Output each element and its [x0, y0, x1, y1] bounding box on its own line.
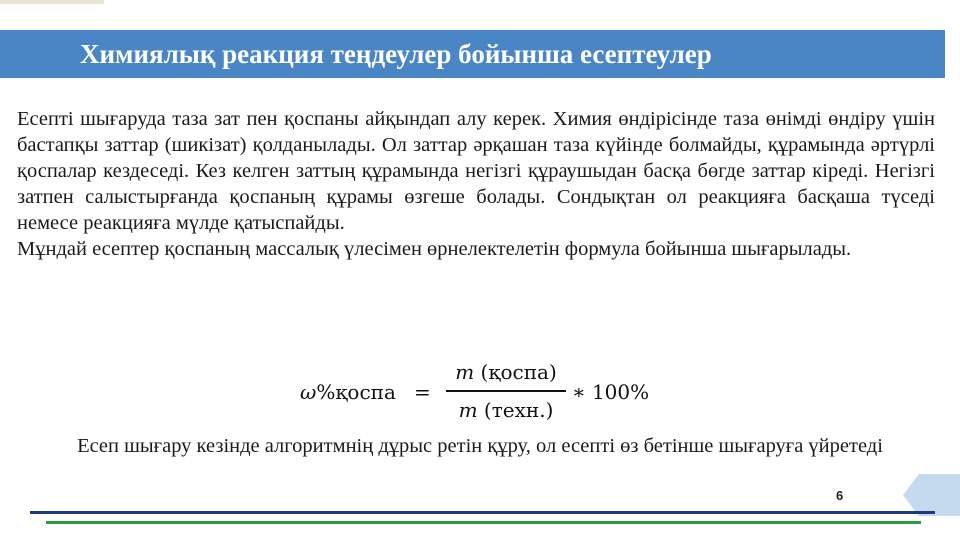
footer-line-navy	[30, 511, 935, 514]
paragraph-2: Мұндай есептер қоспаның массалық үлесімен өрнелектелетін формула бойынша шығарылады.	[17, 238, 852, 260]
equals-sign: =	[414, 380, 431, 404]
body-text	[17, 106, 935, 262]
formula-fraction	[446, 356, 566, 426]
denominator-variable: m	[458, 398, 478, 422]
mass-fraction-formula	[0, 356, 960, 428]
closing-text: Есеп шығару кезінде алгоритмнің дұрыс ретін құру, ол есепті өз бетінше шығаруға үйретеді	[77, 435, 883, 457]
numerator-label: (қоспа)	[474, 360, 557, 384]
fraction-denominator	[446, 394, 566, 426]
corner-decoration	[0, 0, 104, 4]
paragraph-1: Есепті шығаруда таза зат пен қоспаны айқындап алу керек. Химия өндірісінде таза өнімді өндіру үшін бастапқы заттар (шикізат) қолданылады. Ол заттар әрқашан таза күйінде болмайды, құрамында әртүрлі қоспалар кездеседі. Кез келген заттың құрамында негізгі құраушыдан басқа бөгде заттар кіреді. Негізгі затпен салыстырғанда қоспаның құрамы өзгеше болады. Сондықтан ол реакцияға басқаша түседі немесе реакцияға мүлде қатыспайды.	[17, 108, 935, 234]
slide-title: Химиялық реакция теңдеулер бойынша есептеулер	[80, 39, 712, 69]
footer-line-green	[46, 521, 921, 524]
formula-rhs: ∗ 100%	[572, 380, 650, 404]
formula-lhs-label: %қоспа	[316, 380, 396, 404]
omega-symbol: ω	[300, 380, 317, 404]
formula-lhs	[300, 380, 396, 404]
fraction-bar	[446, 390, 566, 392]
page-number: 6	[836, 488, 844, 503]
numerator-variable: m	[455, 360, 475, 384]
arrow-decoration-icon	[903, 474, 960, 516]
fraction-numerator	[446, 356, 566, 388]
denominator-label: (техн.)	[477, 398, 554, 422]
